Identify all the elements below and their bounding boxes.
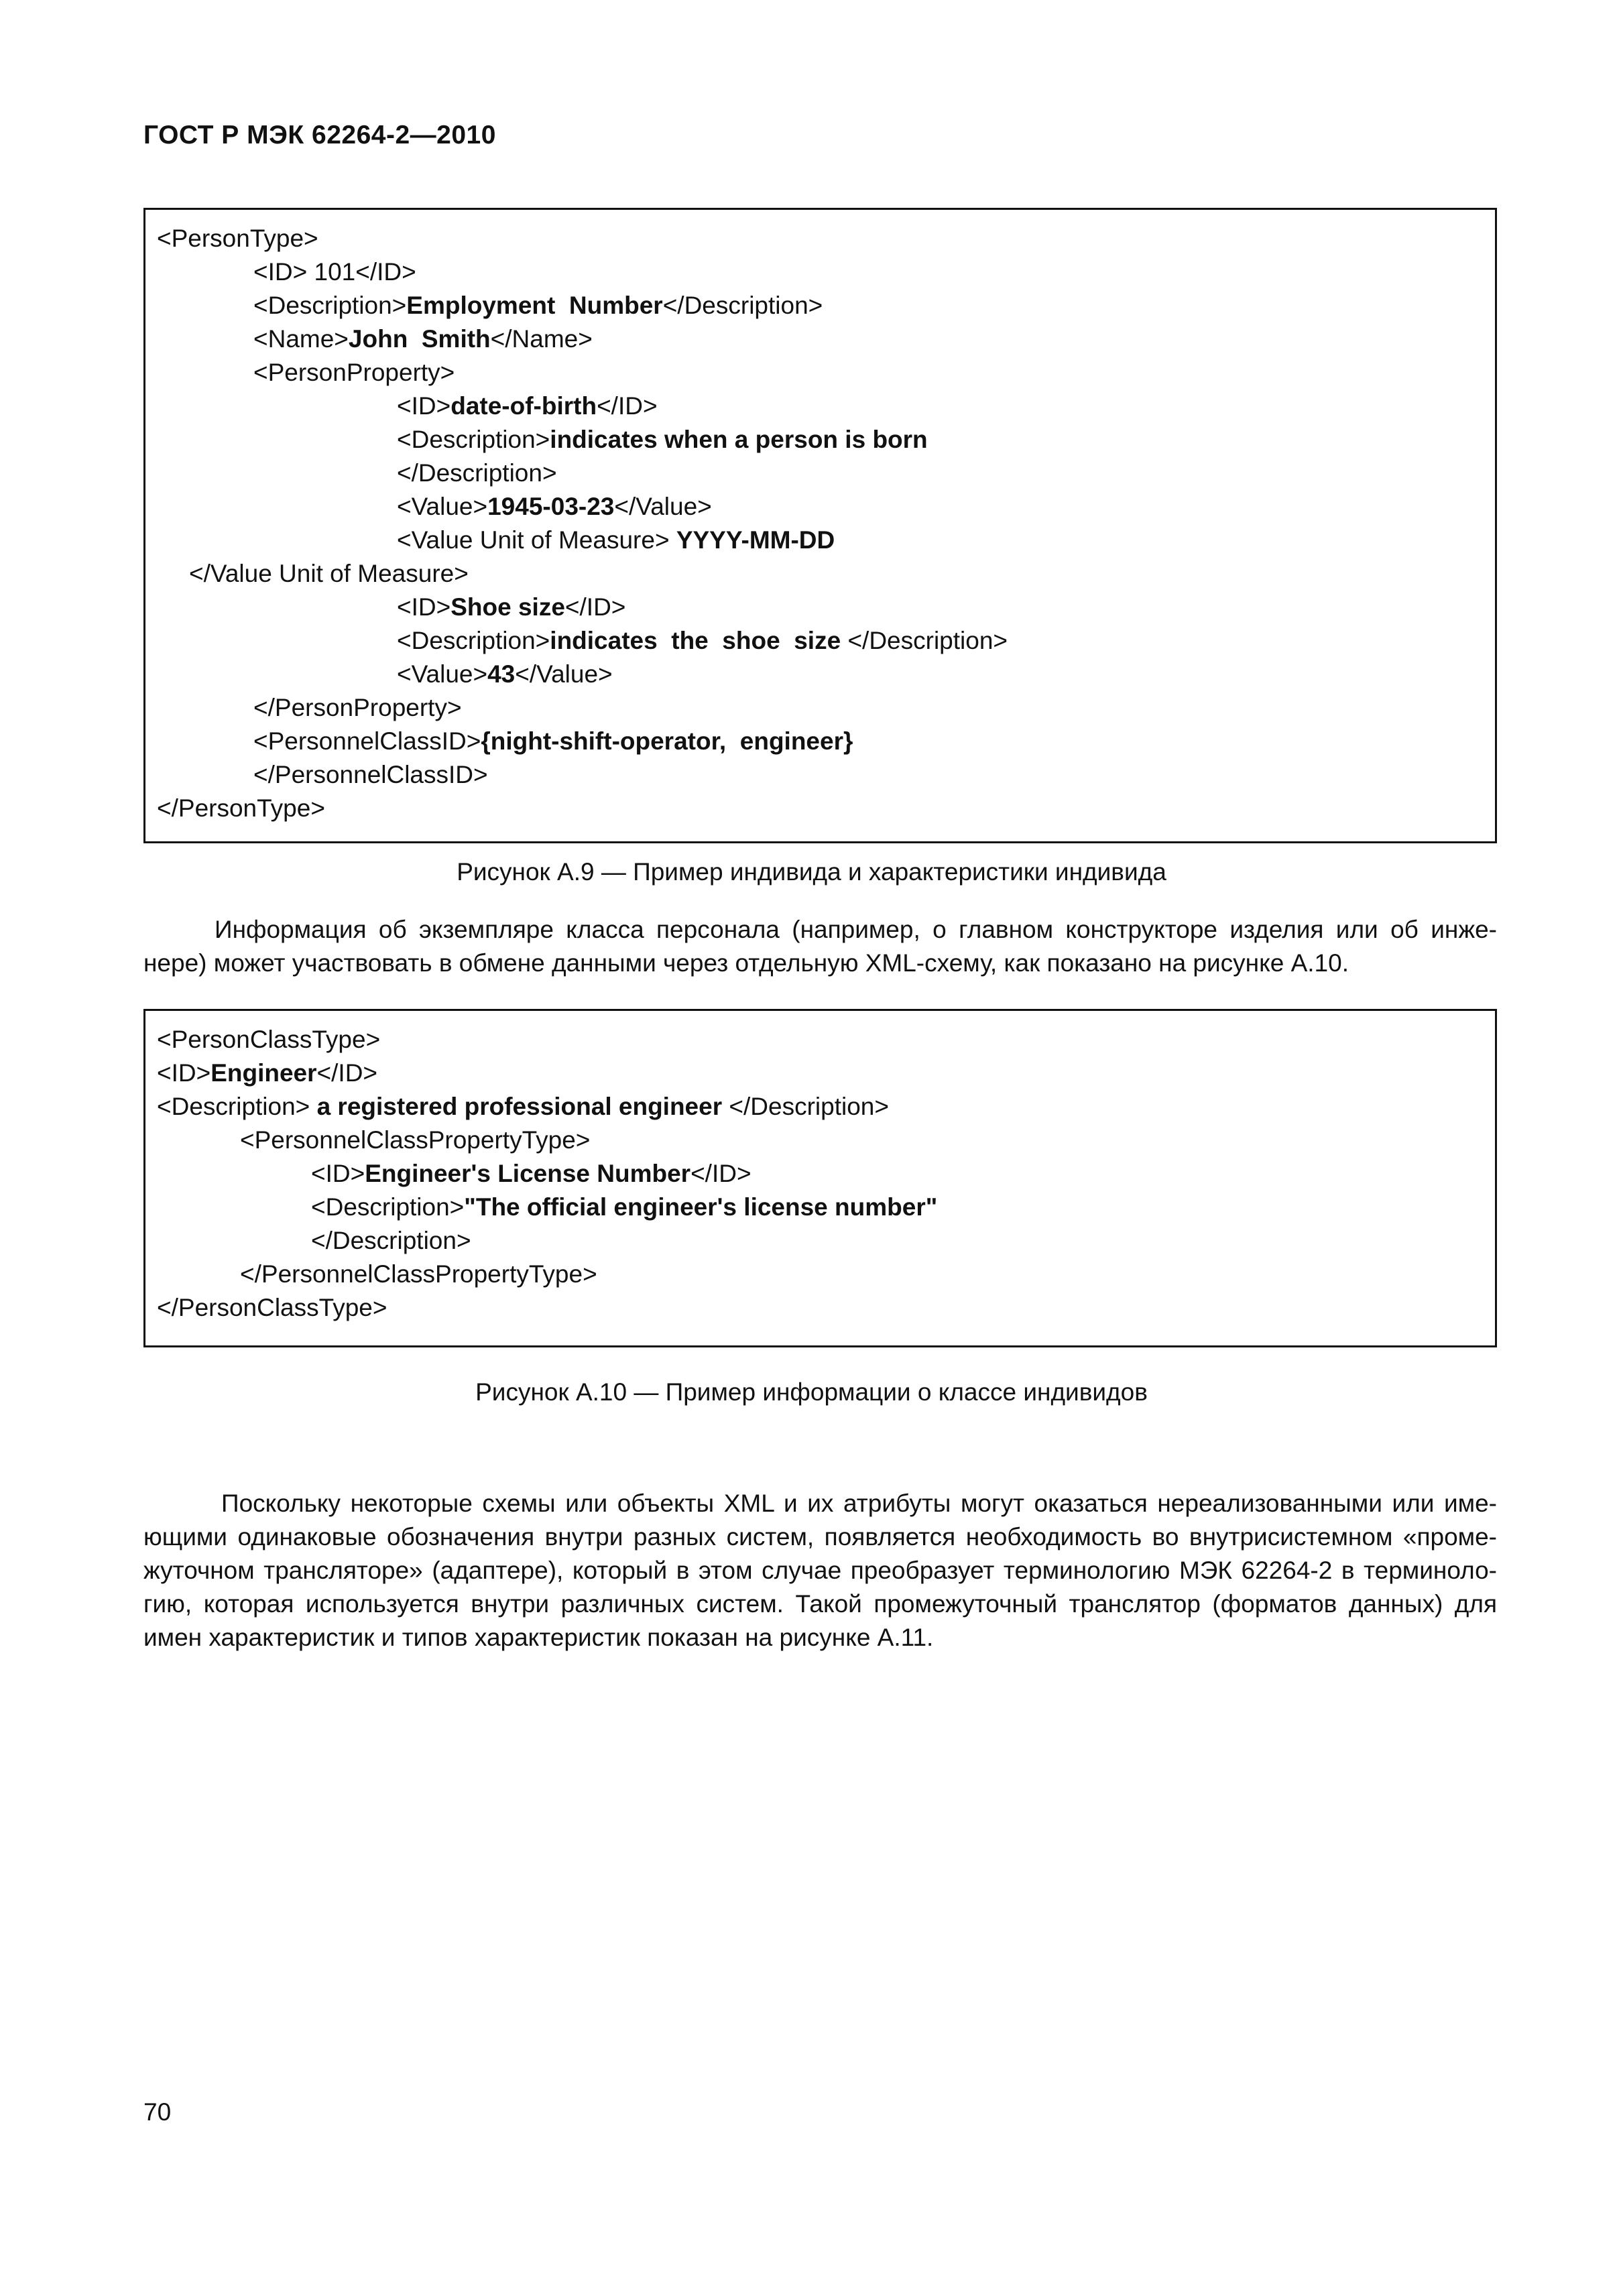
code-listing-person-class-type — [143, 1009, 1497, 1347]
code-line: <PersonClassType> — [157, 1026, 381, 1053]
code-line: </PersonnelClassID> — [253, 761, 488, 788]
code-line: </Description> — [397, 459, 557, 487]
code-line: <PersonnelClassPropertyType> — [240, 1126, 591, 1154]
code-line: <Description>indicates the shoe size </Description> — [397, 627, 1008, 654]
code-line: <Description>"The official engineer's license number" — [311, 1193, 938, 1221]
code-line: <ID> 101</ID> — [253, 258, 416, 286]
code-line: <PersonType> — [157, 225, 318, 252]
code-line: <Description>indicates when a person is born — [397, 426, 928, 453]
figure-caption-a9: Рисунок А.9 — Пример индивида и характеристики индивида — [457, 858, 1166, 886]
code-line: </PersonnelClassPropertyType> — [240, 1260, 597, 1288]
figure-caption-a10: Рисунок А.10 — Пример информации о классе индивидов — [475, 1378, 1148, 1406]
code-line: </PersonProperty> — [253, 694, 462, 721]
code-line: <Name>John Smith</Name> — [253, 325, 593, 353]
code-line: <Value>1945-03-23</Value> — [397, 493, 712, 520]
code-listing-person-type — [143, 208, 1497, 843]
code-line: <PersonProperty> — [253, 359, 455, 386]
code-line: </Value Unit of Measure> — [189, 560, 469, 587]
code-line: </PersonType> — [157, 794, 325, 822]
code-line: <Description>Employment Number</Description> — [253, 292, 823, 319]
code-line: <ID>Engineer's License Number</ID> — [311, 1160, 752, 1187]
code-line: </PersonClassType> — [157, 1294, 387, 1321]
code-line: <ID>Shoe size</ID> — [397, 593, 626, 621]
code-line: <ID>date-of-birth</ID> — [397, 392, 658, 420]
code-line: <PersonnelClassID>{night-shift-operator, engineer} — [253, 727, 853, 755]
document-header: ГОСТ Р МЭК 62264-2—2010 — [143, 121, 496, 149]
code-line: <Value>43</Value> — [397, 660, 613, 688]
code-line: </Description> — [311, 1227, 471, 1254]
code-line: <ID>Engineer</ID> — [157, 1059, 378, 1087]
body-paragraph: Поскольку некоторые схемы или объекты XML и их атрибуты могут оказаться нереализованными или име- ющими одинаковые обозначения внутри разных систем, появляется необходимость во внутрисистемном «проме- жуточном трансляторе» (адаптере), который в этом случае преобразует терминологию МЭК 62264-2 в терминоло- гию, которая используется внутри различных систем. Такой промежуточный транслятор (форматов данных) для имен характеристик и типов характеристик показан на рисунке А.11. — [143, 1490, 1497, 1651]
code-line: <Description> a registered professional engineer </Description> — [157, 1093, 889, 1120]
code-line: <Value Unit of Measure> YYYY-MM-DD — [397, 526, 835, 554]
page-number: 70 — [143, 2098, 172, 2126]
body-paragraph: Информация об экземпляре класса персонала (например, о главном конструкторе изделия или об инже- нере) может участвовать в обмене данными через отдельную XML-схему, как показано на рисунке А.10. — [143, 916, 1497, 977]
